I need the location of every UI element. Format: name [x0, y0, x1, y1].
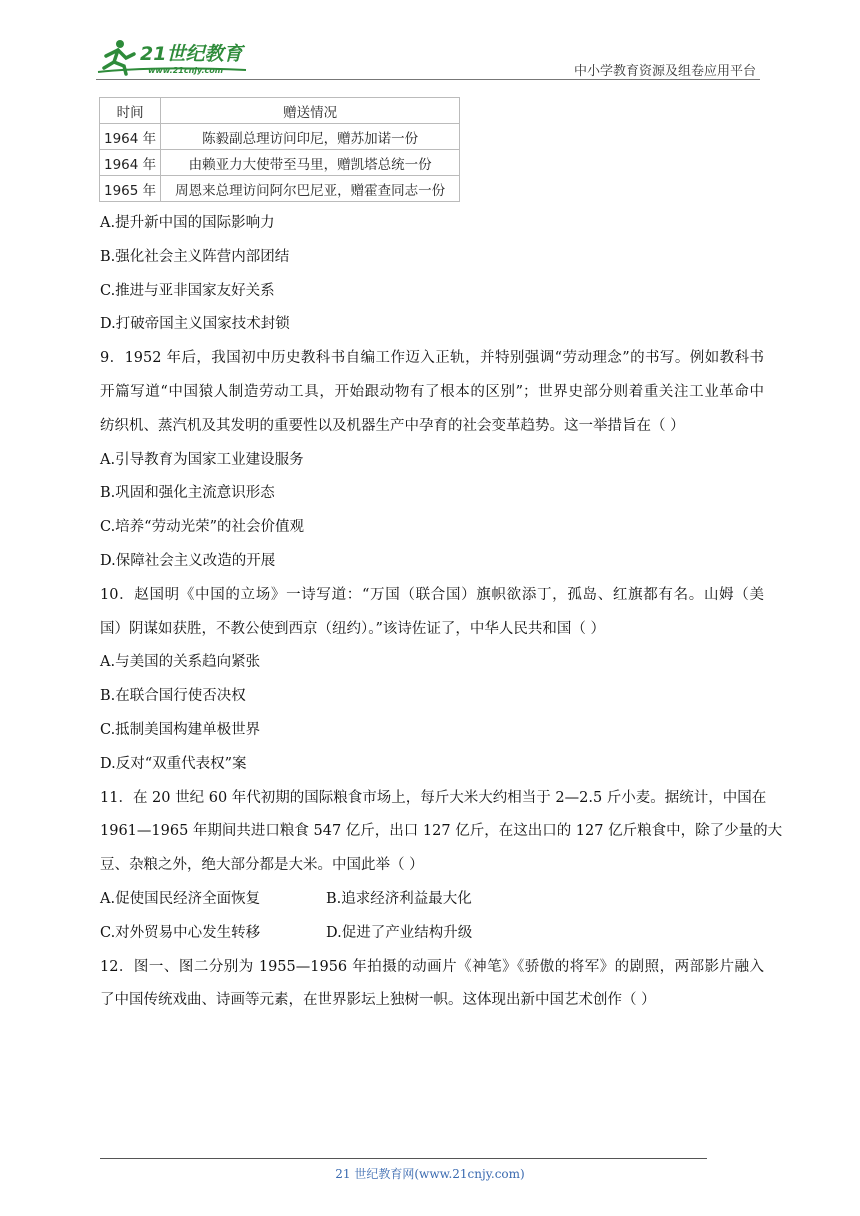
- q11-option-b: B.追求经济利益最大化: [326, 890, 472, 907]
- header-divider: [96, 79, 760, 80]
- header-platform-text: 中小学教育资源及组卷应用平台: [573, 64, 756, 79]
- site-logo: [96, 36, 266, 78]
- table-header-row: [100, 98, 460, 124]
- q10-stem-line2: 国）阴谋如获胜，不教公使到西京（纽约）。”该诗佐证了，中华人民共和国（ ）: [100, 620, 606, 637]
- table-header-detail: 赠送情况: [161, 98, 460, 124]
- table-row: [100, 124, 460, 150]
- question-body: [100, 207, 783, 1018]
- q10-option-d: D.反对“双重代表权”案: [100, 755, 247, 772]
- q8-option-c: C.推进与亚非国家友好关系: [100, 282, 275, 299]
- gift-table: [99, 97, 460, 202]
- q9-stem-line2: 开篇写道“中国猿人制造劳动工具，开始跟动物有了根本的区别”；世界史部分则着重关注工业革命中: [100, 383, 764, 400]
- table-cell: 1964 年: [100, 150, 161, 176]
- logo-text: 21世纪教育: [140, 43, 243, 65]
- table-cell: 由赖亚力大使带至马里，赠凯塔总统一份: [161, 150, 460, 176]
- q10-stem-line1: 10．赵国明《中国的立场》一诗写道：“万国（联合国）旗帜欲添丁，孤岛、红旗都有名。山姆（美: [100, 586, 764, 603]
- table-row: [100, 176, 460, 202]
- q8-option-b: B.强化社会主义阵营内部团结: [100, 248, 290, 265]
- footer-divider: [100, 1158, 707, 1159]
- q11-stem-line2: 1961—1965 年期间共进口粮食 547 亿斤，出口 127 亿斤，在这出口的 127 亿斤粮食中，除了少量的大: [100, 823, 783, 840]
- q9-option-d: D.保障社会主义改造的开展: [100, 552, 276, 569]
- table-header-time: 时间: [100, 98, 161, 124]
- q11-options-row1: [100, 883, 764, 917]
- table-cell: 1964 年: [100, 124, 161, 150]
- q11-stem-line1: 11．在 20 世纪 60 年代初期的国际粮食市场上，每斤大米大约相当于 2—2.5 斤小麦。据统计，中国在: [100, 789, 767, 806]
- table-cell: 周恩来总理访问阿尔巴尼亚，赠霍查同志一份: [161, 176, 460, 202]
- q10-option-c: C.抵制美国构建单极世界: [100, 721, 261, 738]
- q10-option-a: A.与美国的关系趋向紧张: [100, 654, 261, 671]
- q11-option-a: A.促使国民经济全面恢复: [100, 890, 261, 907]
- q10-option-b: B.在联合国行使否决权: [100, 688, 246, 705]
- footer-link[interactable]: 21 世纪教育网(www.21cnjy.com): [335, 1167, 525, 1181]
- table-cell: 陈毅副总理访问印尼，赠苏加诺一份: [161, 124, 460, 150]
- q11-stem-line3: 豆、杂粮之外，绝大部分都是大米。中国此举（ ）: [100, 857, 424, 874]
- q9-option-c: C.培养“劳动光荣”的社会价值观: [100, 519, 305, 536]
- q9-option-b: B.巩固和强化主流意识形态: [100, 485, 275, 502]
- q12-stem-line2: 了中国传统戏曲、诗画等元素，在世界影坛上独树一帜。这体现出新中国艺术创作（ ）: [100, 992, 656, 1009]
- q12-stem-line1: 12．图一、图二分别为 1955—1956 年拍摄的动画片《神笔》《骄傲的将军》的剧照，两部影片融入: [100, 958, 764, 975]
- q8-option-a: A.提升新中国的国际影响力: [100, 215, 275, 231]
- q8-option-d: D.打破帝国主义国家技术封锁: [100, 316, 290, 333]
- q11-option-c: C.对外贸易中心发生转移: [100, 924, 261, 941]
- table-cell: 1965 年: [100, 176, 161, 202]
- q11-option-d: D.促进了产业结构升级: [326, 924, 473, 941]
- logo-url: www.21cnjy.com: [148, 66, 224, 75]
- q9-stem-line3: 纺织机、蒸汽机及其发明的重要性以及机器生产中孕育的社会变革趋势。这一举措旨在（ ）: [100, 417, 685, 434]
- q9-option-a: A.引导教育为国家工业建设服务: [100, 451, 304, 468]
- table-row: [100, 150, 460, 176]
- logo-runner-icon: [96, 36, 266, 78]
- q9-stem-line1: 9．1952 年后，我国初中历史教科书自编工作迈入正轨，并特别强调“劳动理念”的书写。例如教科书: [100, 350, 764, 367]
- q11-options-row2: [100, 917, 764, 951]
